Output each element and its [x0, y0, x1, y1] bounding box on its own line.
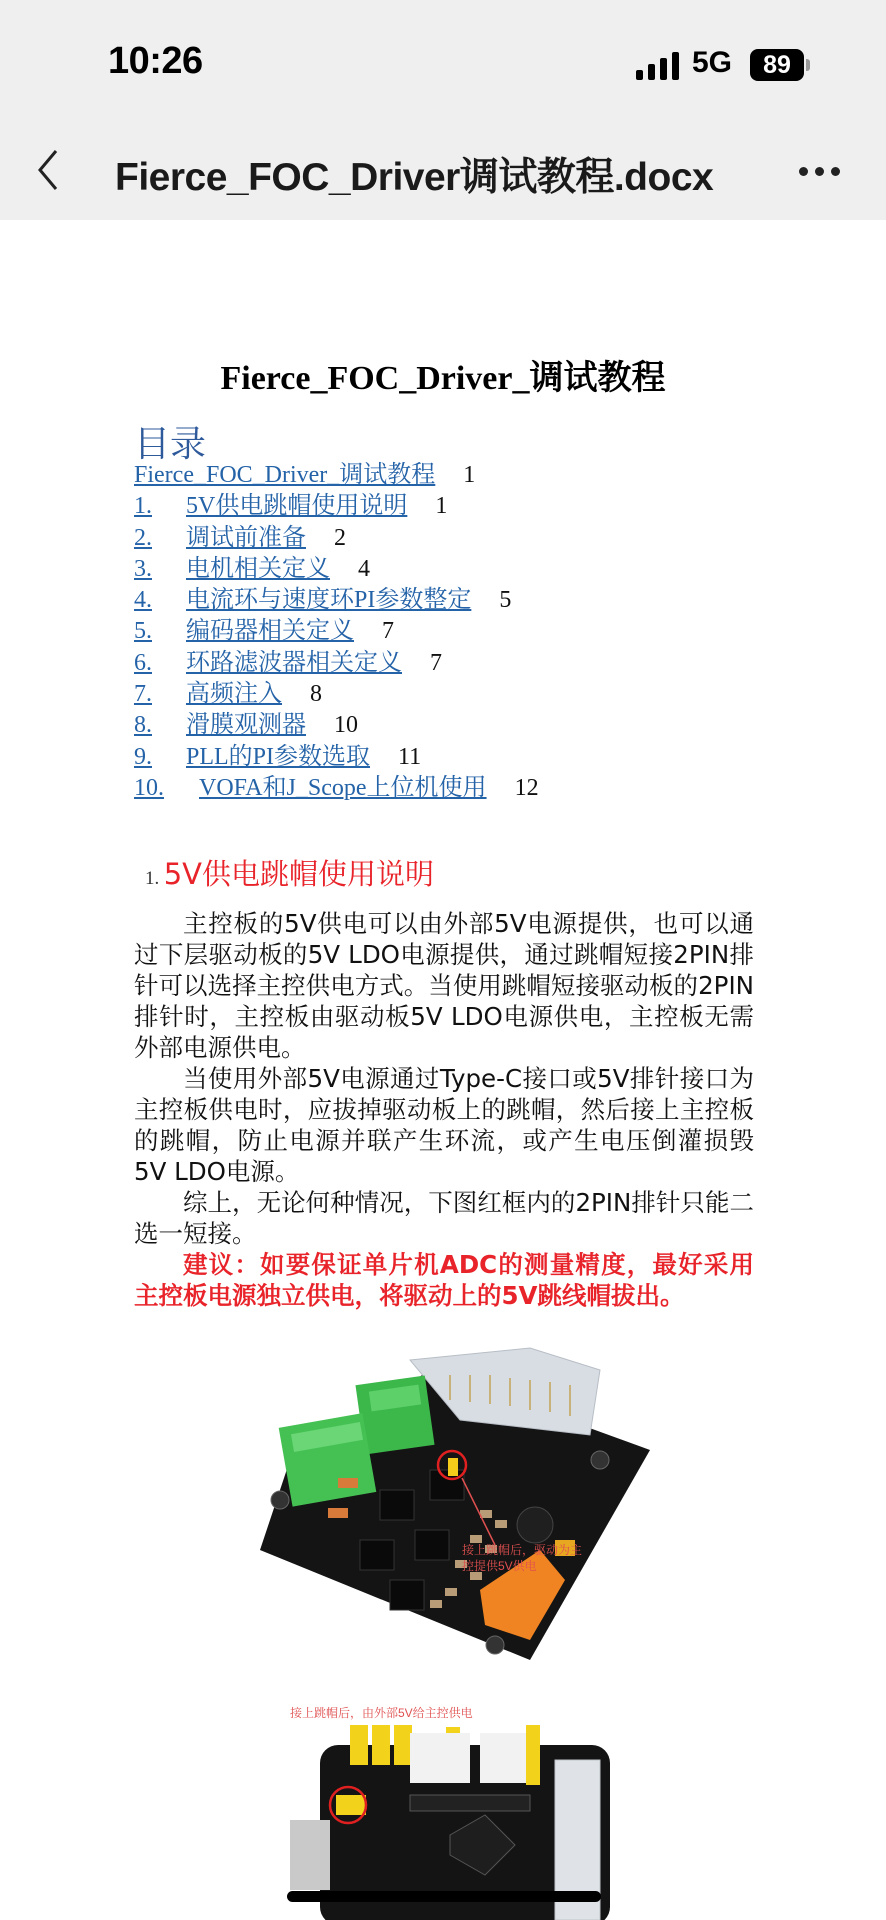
- section-body: [134, 908, 754, 1311]
- more-button[interactable]: [795, 155, 845, 185]
- signal-icon: [636, 52, 682, 80]
- home-indicator[interactable]: [287, 1891, 601, 1902]
- image-caption: 接上跳帽后，由外部5V给主控供电: [290, 1706, 473, 1720]
- paragraph: 综上，无论何种情况，下图红框内的2PIN排针只能二选一短接。: [134, 1188, 754, 1248]
- paragraph: 主控板的5V供电可以由外部5V电源提供，也可以通过下层驱动板的5V LDO电源提供，通过跳帽短接2PIN排针可以选择主控供电方式。当使用跳帽短接驱动板的2PIN排针时，主控板由驱动板5V LDO电源供电，主控板无需外部电源供电。: [134, 909, 754, 1062]
- image-caption: 接上跳帽后，驱动为主: [462, 1543, 583, 1557]
- main-board-illustration: [290, 1705, 620, 1920]
- network-type: 5G: [692, 46, 733, 79]
- toc-link[interactable]: 5V供电跳帽使用说明: [186, 493, 408, 520]
- toc-item[interactable]: 2. 调试前准备 2: [134, 524, 346, 551]
- toc-link[interactable]: PLL的PI参数选取: [186, 743, 371, 770]
- toc-link[interactable]: VOFA和J_Scope上位机使用: [199, 774, 487, 801]
- toc-link[interactable]: 电机相关定义: [186, 555, 330, 582]
- more-horizontal-icon: [799, 167, 808, 176]
- toc-link[interactable]: 编码器相关定义: [186, 618, 354, 645]
- image-caption: 控提供5V供电: [462, 1559, 537, 1573]
- toc-item[interactable]: Fierce_FOC_Driver_调试教程 1: [134, 462, 476, 488]
- toc-link[interactable]: Fierce_FOC_Driver_调试教程: [134, 462, 436, 488]
- toc-link[interactable]: 调试前准备: [186, 524, 306, 551]
- section-heading: 1. 5V供电跳帽使用说明: [145, 857, 434, 891]
- toc-item[interactable]: 10. VOFA和J_Scope上位机使用 12: [134, 774, 539, 801]
- toc-item[interactable]: 7. 高频注入 8: [134, 681, 322, 708]
- toc-item[interactable]: 5. 编码器相关定义 7: [134, 618, 394, 645]
- driver-board-illustration: [230, 1340, 690, 1680]
- driver-board-image: [230, 1340, 690, 1680]
- toc-link[interactable]: 电流环与速度环PI参数整定: [186, 587, 472, 614]
- toc-heading: 目录: [134, 424, 207, 465]
- table-of-contents: [134, 460, 539, 804]
- document-page[interactable]: [0, 220, 886, 1920]
- top-bar: [0, 0, 886, 220]
- status-time: 10:26: [108, 40, 203, 82]
- warning-paragraph: 建议：如要保证单片机ADC的测量精度，最好采用主控板电源独立供电，将驱动上的5V跳线帽拔出。: [134, 1250, 754, 1310]
- toc-item[interactable]: 8. 滑膜观测器 10: [134, 712, 358, 739]
- back-button[interactable]: [30, 145, 70, 195]
- chevron-left-icon: [30, 145, 70, 195]
- toc-link[interactable]: 高频注入: [186, 681, 282, 708]
- document-heading: Fierce_FOC_Driver_调试教程: [220, 360, 666, 397]
- toc-link[interactable]: 环路滤波器相关定义: [186, 649, 402, 676]
- toc-item[interactable]: 9. PLL的PI参数选取 11: [134, 743, 422, 770]
- toc-link[interactable]: 滑膜观测器: [186, 712, 306, 739]
- paragraph: 当使用外部5V电源通过Type-C接口或5V排针接口为主控板供电时，应拔掉驱动板上的跳帽，然后接上主控板的跳帽，防止电源并联产生环流，或产生电压倒灌损毁5V LDO电源。: [134, 1064, 754, 1186]
- toc-item[interactable]: 6. 环路滤波器相关定义 7: [134, 649, 442, 676]
- toc-item[interactable]: 4. 电流环与速度环PI参数整定 5: [134, 587, 512, 614]
- toc-item[interactable]: 1. 5V供电跳帽使用说明 1: [134, 493, 448, 520]
- document-title: Fierce_FOC_Driver调试教程.docx: [115, 156, 714, 199]
- battery-icon: 89: [750, 49, 804, 81]
- battery-cap: [806, 59, 810, 71]
- main-board-image: [290, 1705, 620, 1920]
- toc-item[interactable]: 3. 电机相关定义 4: [134, 555, 370, 582]
